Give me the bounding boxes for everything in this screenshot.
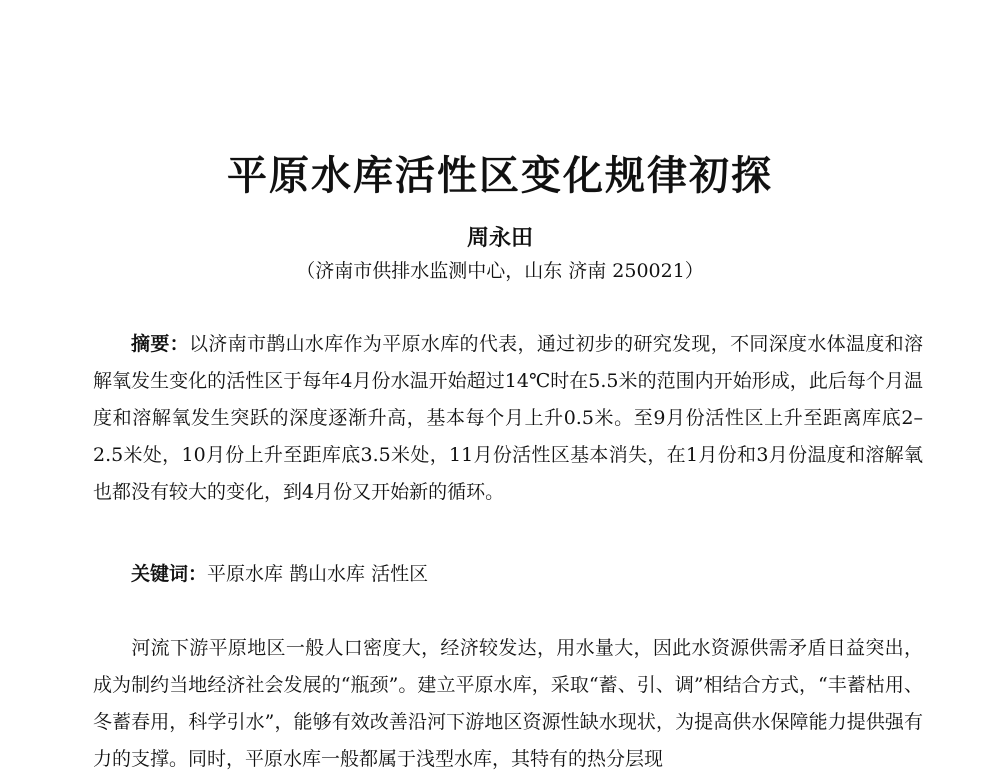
keywords-text: 平原水库 鹊山水库 活性区 (207, 563, 429, 585)
paper-title: 平原水库活性区变化规律初探 (227, 152, 773, 199)
keywords-label: 关键词： (131, 563, 208, 585)
abstract-label: 摘要： (131, 333, 189, 355)
author-name: 周永田 (466, 225, 533, 251)
body-paragraph-text: 河流下游平原地区一般人口密度大，经济较发达，用水量大，因此水资源供需矛盾日益突出，成为制约当地经济社会发展的“瓶颈”。建立平原水库，采取“蓄、引、调”相结合方式，“丰蓄枯用、冬蓄春用，科学引水”，能够有效改善沿河下游地区资源性缺水现状，为提高供水保障能力提供强有力的支撑。同时，平原水库一般都属于浅型水库，其特有的热分层现 (93, 637, 923, 770)
abstract-text: 以济南市鹊山水库作为平原水库的代表，通过初步的研究发现，不同深度水体温度和溶解氧发生变化的活性区于每年4月份水温开始超过14℃时在5.5米的范围内开始形成，此后每个月温度和溶解氧发生突跃的深度逐渐升高，基本每个月上升0.5米。至9月份活性区上升至距离库底2–2.5米处，10月份上升至距库底3.5米处，11月份活性区基本消失，在1月份和3月份温度和溶解氧也都没有较大的变化，到4月份又开始新的循环。 (93, 333, 923, 503)
body-paragraph (93, 630, 923, 778)
author-affiliation: （济南市供排水监测中心，山东 济南 250021） (296, 260, 704, 282)
keywords (93, 556, 923, 593)
abstract (93, 326, 923, 511)
